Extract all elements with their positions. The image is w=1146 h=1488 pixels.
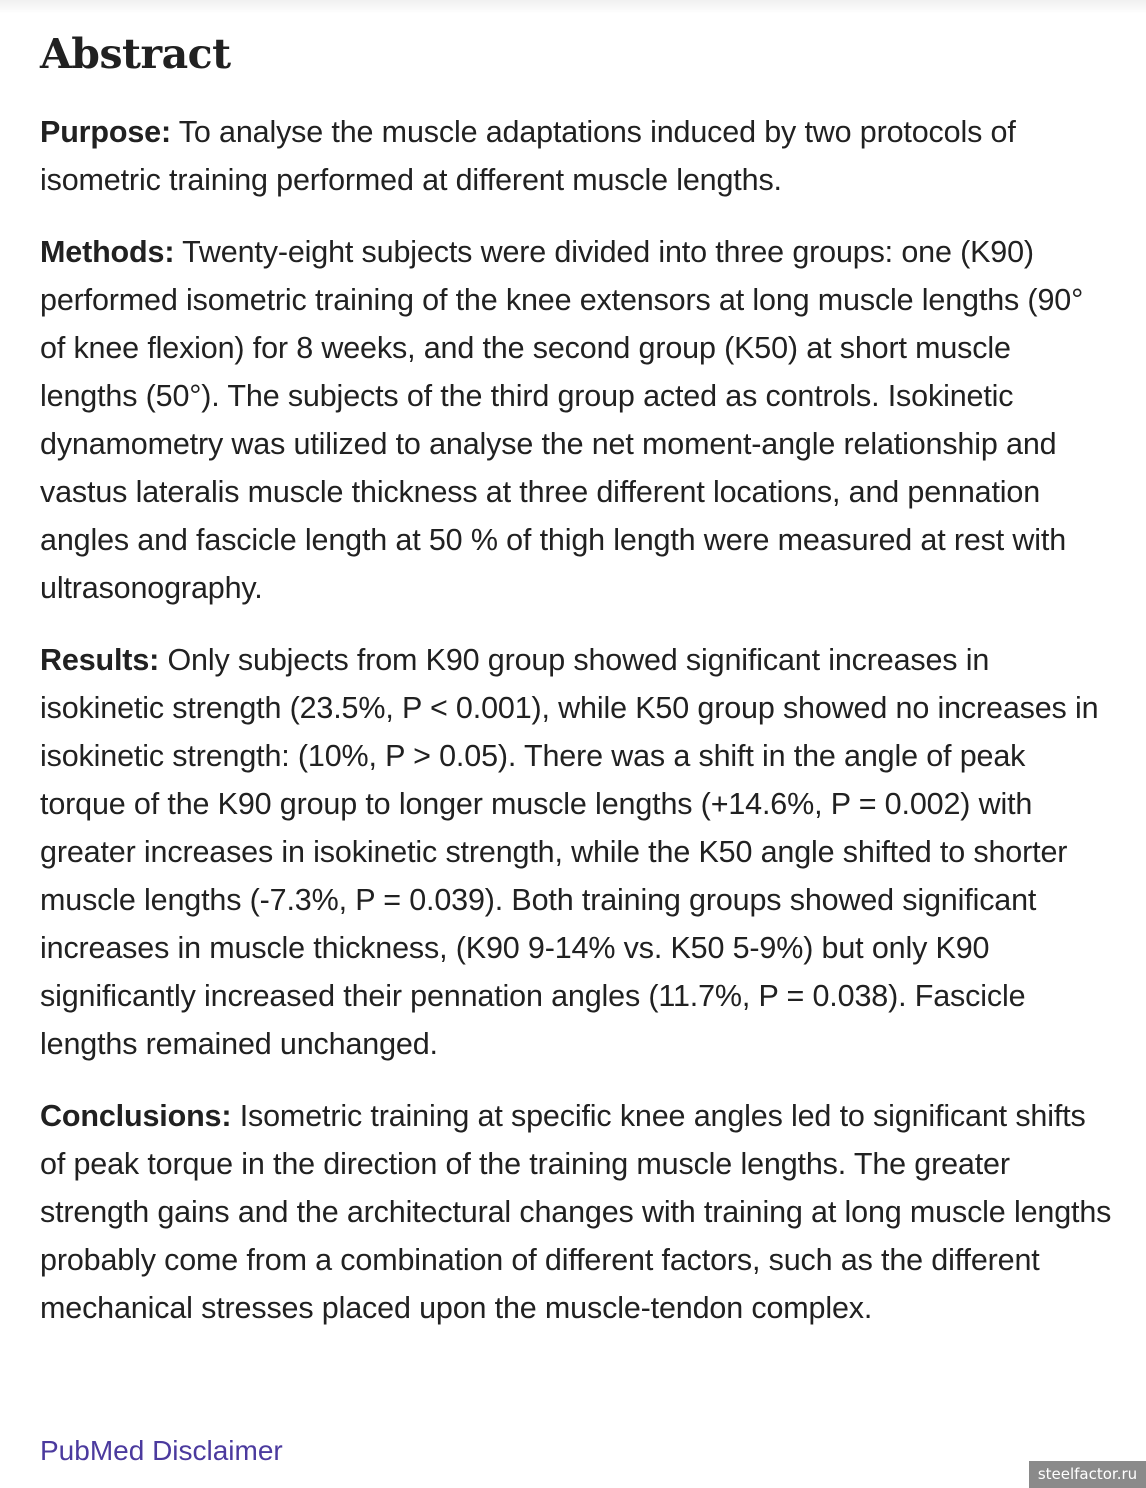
conclusions-label: Conclusions:	[40, 1099, 232, 1133]
results-label: Results:	[40, 643, 160, 677]
purpose-label: Purpose:	[40, 115, 171, 149]
abstract-purpose	[40, 108, 1115, 204]
conclusions-text: Isometric training at specific knee angles led to significant shifts of peak torque in the direction of the training muscle lengths. The greater strength gains and the architectural changes with training at long muscle lengths probably come from a combination of different factors, such as the different mechanical stresses placed upon the muscle-tendon complex.	[40, 1099, 1112, 1325]
pubmed-disclaimer-link[interactable]: PubMed Disclaimer	[40, 1435, 283, 1466]
purpose-text: To analyse the muscle adaptations induced by two protocols of isometric training performed at different muscle lengths.	[40, 115, 1016, 197]
watermark: steelfactor.ru	[1029, 1461, 1146, 1488]
abstract-section	[40, 26, 1115, 1356]
abstract-results	[40, 636, 1115, 1068]
abstract-methods	[40, 228, 1115, 612]
top-shadow	[0, 0, 1146, 14]
methods-text: Twenty-eight subjects were divided into three groups: one (K90) performed isometric training of the knee extensors at long muscle lengths (90° of knee flexion) for 8 weeks, and the second group (K50) at short muscle lengths (50°). The subjects of the third group acted as controls. Isokinetic dynamometry was utilized to analyse the net moment-angle relationship and vastus lateralis muscle thickness at three different locations, and pennation angles and fascicle length at 50 % of thigh length were measured at rest with ultrasonography.	[40, 235, 1084, 605]
methods-label: Methods:	[40, 235, 175, 269]
abstract-conclusions	[40, 1092, 1115, 1332]
results-text: Only subjects from K90 group showed significant increases in isokinetic strength (23.5%, P < 0.001), while K50 group showed no increases in isokinetic strength: (10%, P > 0.05). There was a shift in the angle of peak torque of the K90 group to longer muscle lengths (+14.6%, P = 0.002) with greater increases in isokinetic strength, while the K50 angle shifted to shorter muscle lengths (-7.3%, P = 0.039). Both training groups showed significant increases in muscle thickness, (K90 9-14% vs. K50 5-9%) but only K90 significantly increased their pennation angles (11.7%, P = 0.038). Fascicle lengths remained unchanged.	[40, 643, 1099, 1061]
abstract-heading: Abstract	[40, 30, 231, 78]
